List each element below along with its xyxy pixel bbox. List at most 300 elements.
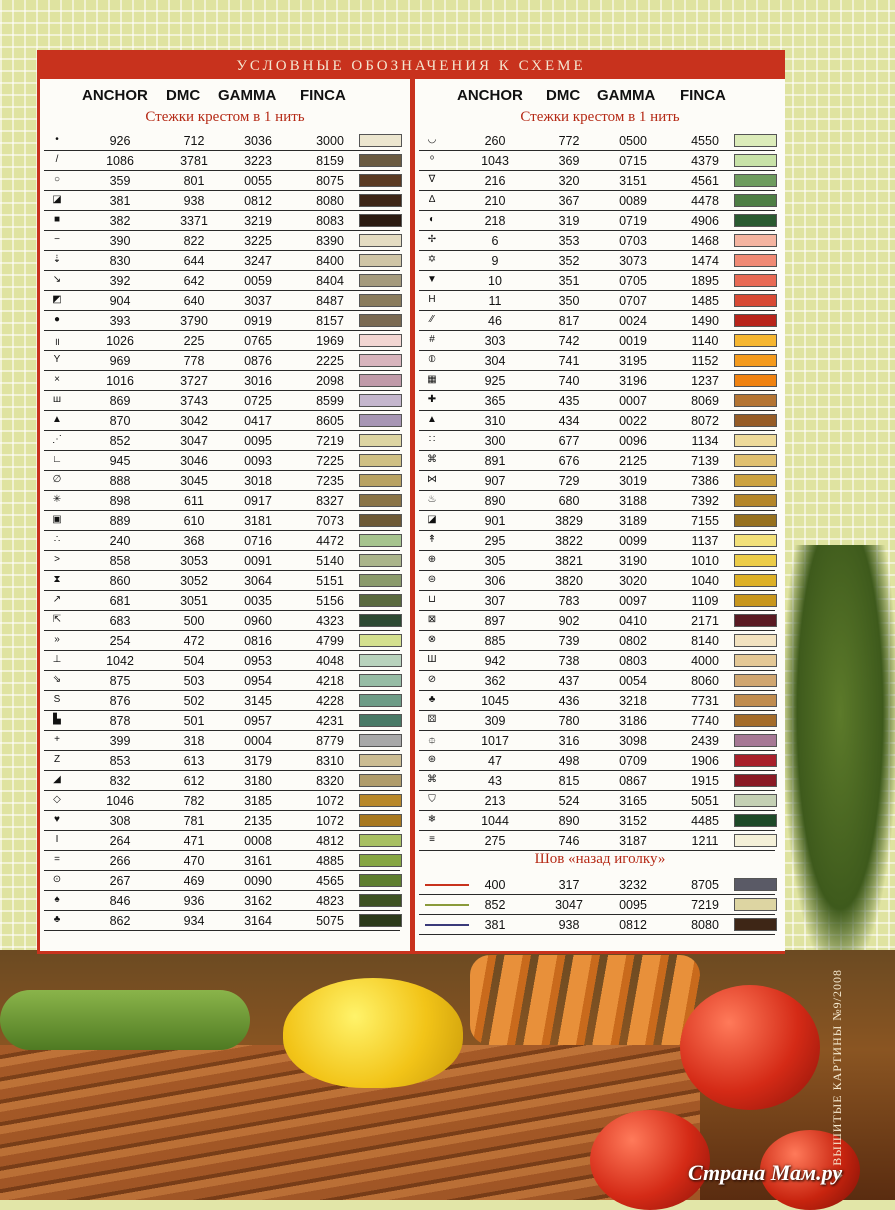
color-swatch — [734, 274, 777, 287]
gamma-code: 0410 — [619, 614, 647, 628]
backstitch-line-sample — [425, 924, 469, 926]
anchor-code: 310 — [484, 414, 506, 428]
stitch-symbol: ▣ — [52, 514, 62, 525]
dmc-code: 938 — [183, 194, 205, 208]
dmc-code: 817 — [558, 314, 580, 328]
color-swatch — [734, 754, 777, 767]
col-finca: FINCA — [680, 87, 726, 104]
legend-row — [44, 251, 404, 271]
stitch-symbol: ✢ — [427, 234, 437, 245]
gamma-code: 0917 — [244, 494, 272, 508]
finca-code: 1895 — [691, 274, 719, 288]
color-swatch — [359, 234, 402, 247]
color-swatch — [359, 574, 402, 587]
legend-row — [44, 791, 404, 811]
dmc-code: 367 — [558, 194, 580, 208]
dmc-code: 642 — [183, 274, 205, 288]
gamma-code: 3162 — [244, 894, 272, 908]
legend-row — [44, 171, 404, 191]
finca-code: 2171 — [691, 614, 719, 628]
finca-code: 8404 — [316, 274, 344, 288]
dmc-code: 741 — [558, 354, 580, 368]
finca-code: 4799 — [316, 634, 344, 648]
dmc-code: 3371 — [180, 214, 208, 228]
col-dmc: DMC — [166, 87, 201, 104]
anchor-code: 1016 — [106, 374, 134, 388]
stitch-symbol: ∅ — [52, 474, 62, 485]
anchor-code: 846 — [109, 894, 131, 908]
gamma-code: 0035 — [244, 594, 272, 608]
dmc-code: 500 — [183, 614, 205, 628]
color-swatch — [734, 134, 777, 147]
anchor-code: 969 — [109, 354, 131, 368]
stitch-symbol: ✡ — [427, 254, 437, 265]
gamma-code: 0019 — [619, 334, 647, 348]
gamma-code: 3037 — [244, 294, 272, 308]
anchor-code: 942 — [484, 654, 506, 668]
dmc-code: 822 — [183, 234, 205, 248]
finca-code: 1490 — [691, 314, 719, 328]
stitch-symbol: S — [53, 694, 61, 705]
gamma-code: 0816 — [244, 634, 272, 648]
finca-code: 4218 — [316, 674, 344, 688]
gamma-code: 0725 — [244, 394, 272, 408]
stitch-symbol: − — [54, 234, 60, 245]
gamma-code: 0716 — [244, 534, 272, 548]
legend-row — [419, 791, 779, 811]
stitch-symbol: ⚄ — [427, 714, 437, 725]
dmc-code: 319 — [558, 214, 580, 228]
gamma-code: 3181 — [244, 514, 272, 528]
stitch-symbol: ≡ — [429, 834, 435, 845]
dmc-code: 3820 — [555, 574, 583, 588]
gamma-code: 3018 — [244, 474, 272, 488]
legend-row — [44, 611, 404, 631]
legend-row — [419, 371, 779, 391]
legend-row — [419, 271, 779, 291]
stitch-symbol: / — [55, 154, 59, 165]
gamma-code: 0099 — [619, 534, 647, 548]
color-swatch — [734, 514, 777, 527]
color-swatch — [359, 194, 402, 207]
legend-row — [44, 191, 404, 211]
dmc-code: 351 — [558, 274, 580, 288]
dmc-code: 3042 — [180, 414, 208, 428]
anchor-code: 1026 — [106, 334, 134, 348]
gamma-code: 0812 — [619, 918, 647, 932]
gamma-code: 0054 — [619, 674, 647, 688]
finca-code: 5051 — [691, 794, 719, 808]
finca-code: 8310 — [316, 754, 344, 768]
gamma-code: 0715 — [619, 154, 647, 168]
legend-row — [44, 411, 404, 431]
color-swatch — [734, 254, 777, 267]
color-swatch — [734, 534, 777, 547]
stitch-symbol: ⊕ — [427, 554, 437, 565]
finca-code: 1906 — [691, 754, 719, 768]
dmc-code: 611 — [184, 494, 204, 508]
color-swatch — [359, 614, 402, 627]
finca-code: 8320 — [316, 774, 344, 788]
color-swatch — [734, 474, 777, 487]
finca-code: 1152 — [691, 354, 719, 368]
stitch-symbol: ॥ — [54, 337, 60, 348]
gamma-code: 3151 — [619, 174, 647, 188]
dmc-code: 352 — [558, 254, 580, 268]
color-swatch — [359, 814, 402, 827]
stitch-symbol: ⁄⁄ — [430, 314, 434, 325]
color-swatch — [734, 674, 777, 687]
dmc-code: 739 — [558, 634, 580, 648]
color-swatch — [734, 334, 777, 347]
anchor-code: 275 — [484, 834, 506, 848]
dmc-code: 680 — [558, 494, 580, 508]
anchor-code: 885 — [484, 634, 506, 648]
legend-row — [44, 131, 404, 151]
anchor-code: 832 — [109, 774, 131, 788]
color-swatch — [359, 874, 402, 887]
gamma-code: 0091 — [244, 554, 272, 568]
gamma-code: 3165 — [619, 794, 647, 808]
anchor-code: 875 — [109, 674, 131, 688]
stitch-symbol: ♠ — [54, 894, 60, 905]
legend-row — [44, 831, 404, 851]
finca-code: 5151 — [316, 574, 344, 588]
finca-code: 1140 — [691, 334, 719, 348]
color-swatch — [734, 554, 777, 567]
legend-row — [44, 491, 404, 511]
anchor-code: 891 — [484, 454, 506, 468]
color-swatch — [359, 274, 402, 287]
dmc-code: 801 — [183, 174, 205, 188]
finca-code: 4565 — [316, 874, 344, 888]
color-swatch — [359, 154, 402, 167]
stitch-symbol: • — [55, 134, 59, 145]
anchor-code: 681 — [109, 594, 131, 608]
dmc-code: 778 — [183, 354, 205, 368]
color-swatch — [734, 314, 777, 327]
gamma-code: 3190 — [619, 554, 647, 568]
finca-code: 2439 — [691, 734, 719, 748]
color-swatch — [359, 474, 402, 487]
stitch-symbol: ⊠ — [427, 614, 437, 625]
section-backstitch: Шов «назад иголку» — [534, 851, 666, 867]
anchor-code: 381 — [484, 918, 506, 932]
gamma-code: 3196 — [619, 374, 647, 388]
finca-code: 4231 — [316, 714, 344, 728]
anchor-code: 907 — [484, 474, 506, 488]
gamma-code: 0090 — [244, 874, 272, 888]
anchor-code: 869 — [109, 394, 131, 408]
legend-row — [44, 731, 404, 751]
color-swatch — [734, 494, 777, 507]
dmc-code: 640 — [183, 294, 205, 308]
dmc-code: 318 — [183, 734, 205, 748]
finca-code: 4478 — [691, 194, 719, 208]
yellow-pepper-image — [283, 978, 463, 1088]
color-swatch — [359, 594, 402, 607]
finca-code: 7235 — [316, 474, 344, 488]
stitch-symbol: > — [54, 554, 60, 565]
finca-code: 1237 — [691, 374, 719, 388]
legend-row — [419, 451, 779, 471]
dmc-code: 936 — [183, 894, 205, 908]
finca-code: 5156 — [316, 594, 344, 608]
finca-code: 7155 — [691, 514, 719, 528]
anchor-code: 904 — [109, 294, 131, 308]
stitch-symbol: ⇱ — [52, 614, 62, 625]
legend-row — [44, 871, 404, 891]
finca-code: 7386 — [691, 474, 719, 488]
color-swatch — [734, 154, 777, 167]
dmc-code: 434 — [558, 414, 580, 428]
gamma-code: 3219 — [244, 214, 272, 228]
color-swatch — [734, 774, 777, 787]
finca-code: 4906 — [691, 214, 719, 228]
anchor-code: 260 — [484, 134, 506, 148]
dmc-code: 613 — [183, 754, 205, 768]
gamma-code: 0707 — [619, 294, 647, 308]
finca-code: 1137 — [691, 534, 719, 548]
col-anchor: ANCHOR — [82, 87, 148, 104]
dmc-code: 350 — [558, 294, 580, 308]
dmc-code: 815 — [558, 774, 580, 788]
stitch-symbol: ♣ — [428, 694, 436, 705]
legend-column-left — [40, 79, 410, 951]
color-swatch — [359, 714, 402, 727]
legend-row — [44, 671, 404, 691]
dmc-code: 472 — [183, 634, 205, 648]
tomato-image — [680, 985, 820, 1110]
legend-row — [419, 151, 779, 171]
gamma-code: 3020 — [619, 574, 647, 588]
gamma-code: 2135 — [244, 814, 272, 828]
color-swatch — [359, 794, 402, 807]
gamma-code: 3186 — [619, 714, 647, 728]
finca-code: 1040 — [691, 574, 719, 588]
color-swatch — [734, 634, 777, 647]
finca-code: 8390 — [316, 234, 344, 248]
color-swatch — [359, 494, 402, 507]
legend-row — [44, 391, 404, 411]
anchor-code: 1042 — [106, 654, 134, 668]
color-swatch — [359, 514, 402, 527]
anchor-code: 1046 — [106, 794, 134, 808]
finca-code: 1109 — [691, 594, 719, 608]
gamma-code: 0096 — [619, 434, 647, 448]
stitch-symbol: ○ — [53, 174, 61, 185]
finca-code: 5140 — [316, 554, 344, 568]
legend-row — [419, 731, 779, 751]
legend-row — [419, 211, 779, 231]
anchor-code: 400 — [484, 878, 506, 892]
finca-code: 7139 — [691, 454, 719, 468]
anchor-code: 1043 — [481, 154, 509, 168]
legend-row — [419, 691, 779, 711]
dmc-code: 469 — [183, 874, 205, 888]
finca-code: 1010 — [691, 554, 719, 568]
legend-row — [419, 671, 779, 691]
legend-panel — [37, 50, 785, 954]
color-swatch — [359, 254, 402, 267]
gamma-code: 0703 — [619, 234, 647, 248]
legend-row — [419, 751, 779, 771]
legend-row — [44, 371, 404, 391]
finca-code: 8327 — [316, 494, 344, 508]
col-dmc: DMC — [546, 87, 581, 104]
legend-row — [44, 771, 404, 791]
carrot-greens-image — [785, 545, 895, 965]
gamma-code: 0004 — [244, 734, 272, 748]
anchor-code: 862 — [109, 914, 131, 928]
color-swatch — [734, 374, 777, 387]
section-cross-stitch: Стежки крестом в 1 нить — [145, 109, 305, 125]
dmc-code: 676 — [558, 454, 580, 468]
gamma-code: 3223 — [244, 154, 272, 168]
legend-row — [419, 631, 779, 651]
finca-code: 1468 — [691, 234, 719, 248]
legend-row — [419, 171, 779, 191]
anchor-code: 308 — [109, 814, 131, 828]
legend-row — [44, 891, 404, 911]
stitch-symbol: ● — [53, 314, 61, 325]
color-swatch — [734, 694, 777, 707]
finca-code: 1969 — [316, 334, 344, 348]
legend-row — [419, 551, 779, 571]
gamma-code: 2125 — [619, 454, 647, 468]
anchor-code: 254 — [109, 634, 131, 648]
stitch-symbol: ⊙ — [52, 874, 62, 885]
stitch-symbol: ♨ — [427, 494, 437, 505]
finca-code: 7219 — [316, 434, 344, 448]
legend-row — [419, 611, 779, 631]
finca-code: 4485 — [691, 814, 719, 828]
dmc-code: 524 — [558, 794, 580, 808]
color-swatch — [359, 694, 402, 707]
gamma-code: 0765 — [244, 334, 272, 348]
legend-row — [44, 711, 404, 731]
col-gamma: GAMMA — [218, 87, 277, 104]
dmc-code: 498 — [558, 754, 580, 768]
magazine-caption: ◆ ВЫШИТЫЕ КАРТИНЫ №9/2008 — [830, 969, 844, 1180]
dmc-code: 712 — [183, 134, 205, 148]
stitch-symbol: ∷ — [428, 434, 436, 445]
carrots-image — [470, 955, 700, 1045]
stitch-symbol: ✳ — [52, 494, 62, 505]
color-swatch — [734, 174, 777, 187]
finca-code: 1134 — [691, 434, 719, 448]
gamma-code: 0093 — [244, 454, 272, 468]
gamma-code: 0803 — [619, 654, 647, 668]
finca-code: 8069 — [691, 394, 719, 408]
finca-code: 8779 — [316, 734, 344, 748]
finca-code: 4561 — [691, 174, 719, 188]
legend-row — [44, 751, 404, 771]
stitch-symbol: = — [54, 854, 60, 865]
stitch-symbol: ⧗ — [53, 574, 61, 585]
legend-row — [419, 431, 779, 451]
dmc-code: 3781 — [180, 154, 208, 168]
color-swatch — [734, 898, 777, 911]
color-swatch — [359, 334, 402, 347]
finca-code: 4000 — [691, 654, 719, 668]
anchor-code: 240 — [109, 534, 131, 548]
stitch-symbol: Z — [53, 754, 61, 765]
stitch-symbol: ⊘ — [427, 674, 437, 685]
anchor-code: 47 — [488, 754, 502, 768]
gamma-code: 0957 — [244, 714, 272, 728]
anchor-code: 267 — [109, 874, 131, 888]
anchor-code: 382 — [109, 214, 131, 228]
stitch-symbol: H — [428, 294, 436, 305]
legend-row — [419, 491, 779, 511]
anchor-code: 213 — [484, 794, 506, 808]
finca-code: 8487 — [316, 294, 344, 308]
gamma-code: 3019 — [619, 474, 647, 488]
gamma-code: 0705 — [619, 274, 647, 288]
dmc-code: 746 — [558, 834, 580, 848]
stitch-symbol: ⇣ — [52, 254, 62, 265]
stitch-symbol: ■ — [53, 214, 61, 225]
finca-code: 4823 — [316, 894, 344, 908]
finca-code: 8080 — [316, 194, 344, 208]
finca-code: 3000 — [316, 134, 344, 148]
stitch-symbol: ◐ — [428, 214, 436, 225]
stitch-symbol: ∆ — [428, 194, 436, 205]
stitch-symbol: ♥ — [54, 814, 60, 825]
anchor-code: 381 — [109, 194, 131, 208]
stitch-symbol: + — [54, 734, 60, 745]
dmc-code: 677 — [558, 434, 580, 448]
color-swatch — [359, 754, 402, 767]
stitch-symbol: ⊛ — [427, 754, 437, 765]
anchor-code: 1017 — [481, 734, 509, 748]
stitch-symbol: ◢ — [53, 774, 61, 785]
finca-code: 1915 — [691, 774, 719, 788]
legend-row — [44, 291, 404, 311]
legend-row — [44, 471, 404, 491]
finca-code: 1211 — [691, 834, 719, 848]
legend-row — [419, 251, 779, 271]
dmc-code: 612 — [183, 774, 205, 788]
stitch-symbol: ш — [52, 394, 62, 405]
color-swatch — [734, 714, 777, 727]
stitch-symbol: ⦶ — [428, 354, 436, 365]
legend-row — [419, 391, 779, 411]
color-swatch — [734, 594, 777, 607]
stitch-symbol: ∴ — [53, 534, 61, 545]
anchor-code: 878 — [109, 714, 131, 728]
legend-row — [419, 915, 779, 935]
stitch-symbol: ♣ — [53, 914, 61, 925]
color-swatch — [734, 454, 777, 467]
finca-code: 8080 — [691, 918, 719, 932]
dmc-code: 3047 — [180, 434, 208, 448]
column-headers — [40, 87, 410, 107]
finca-code: 1072 — [316, 814, 344, 828]
gamma-code: 0089 — [619, 194, 647, 208]
stitch-symbol: Y — [53, 354, 61, 365]
anchor-code: 216 — [484, 174, 506, 188]
legend-row — [44, 911, 404, 931]
color-swatch — [359, 394, 402, 407]
anchor-code: 303 — [484, 334, 506, 348]
color-swatch — [734, 814, 777, 827]
dmc-code: 504 — [183, 654, 205, 668]
dmc-code: 368 — [183, 534, 205, 548]
stitch-symbol: ⌘ — [427, 454, 437, 465]
stitch-symbol: I — [55, 834, 59, 845]
